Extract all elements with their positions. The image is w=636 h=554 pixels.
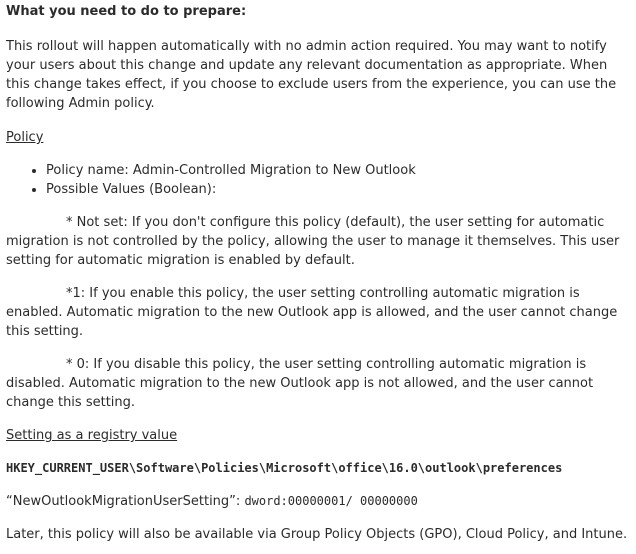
later-note: Later, this policy will also be available via Group Policy Objects (GPO), Cloud Policy, and Intune. — [6, 527, 628, 542]
value-disabled — [6, 355, 634, 412]
registry-path: HKEY_CURRENT_USER\Software\Policies\Microsoft\office\16.0\outlook\preferences — [6, 461, 563, 475]
value-text: *1: If you enable this policy, the user setting controlling automatic migration is enabled. Automatic migration to the new Outlook app is allowed, and the user cannot change this setting. — [6, 286, 618, 339]
registry-setting-link[interactable]: Setting as a registry value — [6, 428, 178, 443]
value-enabled — [6, 284, 634, 341]
document-body — [6, 2, 634, 544]
registry-value-name: “NewOutlookMigrationUserSetting”: — [6, 494, 245, 509]
list-item: • Possible Values (Boolean): — [46, 180, 634, 199]
value-not-set — [6, 213, 634, 270]
value-text: * Not set: If you don't configure this policy (default), the user setting for automatic migration is not controlled by the policy, allowing the user to manage it themselves. This user setting for automatic migration is enabled by default. — [6, 215, 620, 268]
value-text: * 0: If you disable this policy, the user setting controlling automatic migration is disabled. Automatic migration to the new Outlook app is not allowed, and the user cannot change this setting. — [6, 357, 594, 410]
policy-link[interactable]: Policy — [6, 130, 44, 145]
intro-paragraph: This rollout will happen automatically with no admin action required. You may want to notify your users about this change and update any relevant documentation as appropriate. When this change takes effect, if you choose to exclude users from the experience, you can use the following Admin policy. — [6, 39, 617, 111]
registry-value — [6, 492, 634, 511]
list-item: • Policy name: Admin-Controlled Migration to New Outlook — [46, 161, 634, 180]
registry-value-data: dword:00000001/ 00000000 — [244, 494, 418, 508]
section-heading: What you need to do to prepare: — [6, 4, 247, 19]
policy-bullet-list — [6, 161, 634, 199]
